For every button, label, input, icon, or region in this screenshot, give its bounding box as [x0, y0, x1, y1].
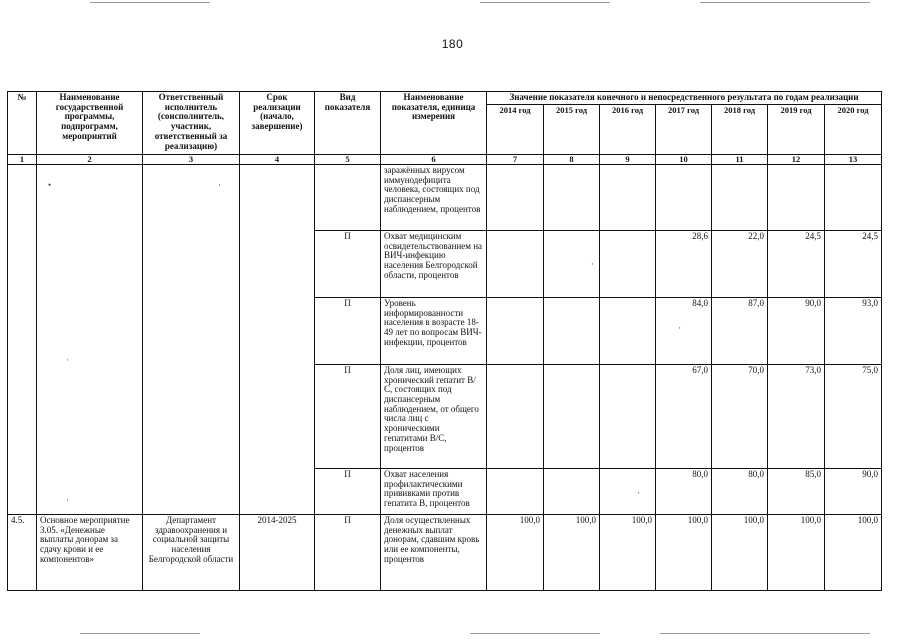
indicator-value — [600, 297, 656, 364]
indicator-value — [600, 468, 656, 514]
scan-line-top-right — [700, 2, 870, 3]
scan-line-bottom-mid — [470, 633, 600, 634]
column-number: 8 — [544, 154, 600, 164]
row-program-name-empty — [37, 164, 143, 514]
indicator-value — [487, 297, 544, 364]
indicator-value — [600, 364, 656, 468]
activity-indicator: Доля осуществленных денежных выплат донорам, сдавшим кровь или ее компоненты, процентов — [381, 514, 487, 590]
indicator-kind — [315, 164, 381, 230]
indicator-value: 80,0 — [712, 468, 768, 514]
indicator-value: 22,0 — [712, 230, 768, 297]
scan-line-bottom-right — [660, 633, 870, 634]
activity-value: 100,0 — [487, 514, 544, 590]
scan-line-top-left — [90, 2, 210, 3]
indicator-name: Уровень информированности населения в возрасте 18-49 лет по вопросам ВИЧ-инфекции, процентов — [381, 297, 487, 364]
column-number: 2 — [37, 154, 143, 164]
column-numbers-row — [8, 154, 882, 164]
indicator-value: 90,0 — [825, 468, 882, 514]
indicator-name: Охват медицинским освидетельствованием на ВИЧ-инфекцию населения Белгородской области, процентов — [381, 230, 487, 297]
indicator-value: 90,0 — [768, 297, 825, 364]
indicator-value: 67,0 — [656, 364, 712, 468]
activity-term: 2014-2025 — [240, 514, 315, 590]
column-number: 11 — [712, 154, 768, 164]
indicator-kind: П — [315, 230, 381, 297]
scan-speck: • — [48, 180, 52, 190]
indicator-value: 73,0 — [768, 364, 825, 468]
indicator-kind: П — [315, 364, 381, 468]
indicator-name: Доля лиц, имеющих хронический гепатит В/С, состоящих под диспансерным наблюдением, от общего числа лиц с хроническими гепатитами В/С, процентов — [381, 364, 487, 468]
scan-speck: · — [678, 323, 681, 333]
row-term-empty — [240, 164, 315, 514]
activity-value: 100,0 — [656, 514, 712, 590]
scan-speck: · — [591, 259, 594, 269]
scan-speck: · — [637, 488, 640, 498]
header-term: Срок реализации (начало, завершение) — [240, 92, 315, 155]
column-number: 5 — [315, 154, 381, 164]
activity-value: 100,0 — [712, 514, 768, 590]
indicator-value: 85,0 — [768, 468, 825, 514]
activity-number: 4.5. — [8, 514, 37, 590]
header-year: 2019 год — [768, 104, 825, 154]
indicator-value — [600, 230, 656, 297]
indicator-value — [825, 164, 882, 230]
scan-line-top-mid — [480, 2, 610, 3]
indicator-value: 75,0 — [825, 364, 882, 468]
header-kind: Вид показателя — [315, 92, 381, 155]
indicator-value — [656, 164, 712, 230]
activity-value: 100,0 — [544, 514, 600, 590]
indicator-kind: П — [315, 468, 381, 514]
header-no: № — [8, 92, 37, 155]
indicator-value: 24,5 — [768, 230, 825, 297]
activity-value: 100,0 — [825, 514, 882, 590]
indicator-value — [544, 364, 600, 468]
indicator-kind: П — [315, 297, 381, 364]
activity-executor: Департамент здравоохранения и социальной защиты населения Белгородской области — [143, 514, 240, 590]
indicator-name: Охват населения профилактическими прививками против гепатита В, процентов — [381, 468, 487, 514]
indicator-value: 87,0 — [712, 297, 768, 364]
indicator-value — [544, 164, 600, 230]
header-indicator: Наименование показателя, единица измерения — [381, 92, 487, 155]
indicator-value — [544, 297, 600, 364]
scan-speck: · — [66, 495, 69, 505]
column-number: 13 — [825, 154, 882, 164]
page-number: 180 — [441, 37, 464, 51]
row-executor-empty — [143, 164, 240, 514]
header-values: Значение показателя конечного и непосредственного результата по годам реализации — [487, 92, 882, 105]
activity-value: 100,0 — [768, 514, 825, 590]
indicator-name: заражённых вирусом иммунодефицита человека, состоящих под диспансерным наблюдением, процентов — [381, 164, 487, 230]
column-number: 4 — [240, 154, 315, 164]
header-year: 2017 год — [656, 104, 712, 154]
row-no-empty — [8, 164, 37, 514]
column-number: 10 — [656, 154, 712, 164]
column-number: 9 — [600, 154, 656, 164]
indicator-value: 93,0 — [825, 297, 882, 364]
column-number: 12 — [768, 154, 825, 164]
indicator-value: 84,0 — [656, 297, 712, 364]
scan-line-bottom-left — [80, 633, 200, 634]
header-year: 2018 год — [712, 104, 768, 154]
indicator-value — [487, 164, 544, 230]
header-row — [8, 92, 882, 105]
indicator-value — [487, 468, 544, 514]
column-number: 1 — [8, 154, 37, 164]
indicator-value — [712, 164, 768, 230]
indicator-value: 80,0 — [656, 468, 712, 514]
header-year: 2014 год — [487, 104, 544, 154]
header-year: 2015 год — [544, 104, 600, 154]
header-year: 2020 год — [825, 104, 882, 154]
column-number: 7 — [487, 154, 544, 164]
scan-speck: · — [218, 180, 221, 190]
indicator-value: 28,6 — [656, 230, 712, 297]
scan-speck: · — [66, 355, 69, 365]
indicator-value — [768, 164, 825, 230]
activity-name: Основное мероприятие 3.05. «Денежные выплаты донорам за сдачу крови и ее компонентов» — [37, 514, 143, 590]
activity-kind: П — [315, 514, 381, 590]
column-number: 3 — [143, 154, 240, 164]
header-program-name: Наименование государственной программы, подпрограмм, мероприятий — [37, 92, 143, 155]
header-executor: Ответственный исполнитель (соисполнитель, участник, ответственный за реализацию) — [143, 92, 240, 155]
indicator-value — [487, 230, 544, 297]
indicator-value — [544, 468, 600, 514]
indicator-value: 70,0 — [712, 364, 768, 468]
indicator-value: 24,5 — [825, 230, 882, 297]
indicators-table — [7, 91, 882, 591]
indicator-value — [600, 164, 656, 230]
activity-row — [8, 514, 882, 590]
table-row — [8, 164, 882, 230]
header-year: 2016 год — [600, 104, 656, 154]
activity-value: 100,0 — [600, 514, 656, 590]
column-number: 6 — [381, 154, 487, 164]
indicator-value — [487, 364, 544, 468]
